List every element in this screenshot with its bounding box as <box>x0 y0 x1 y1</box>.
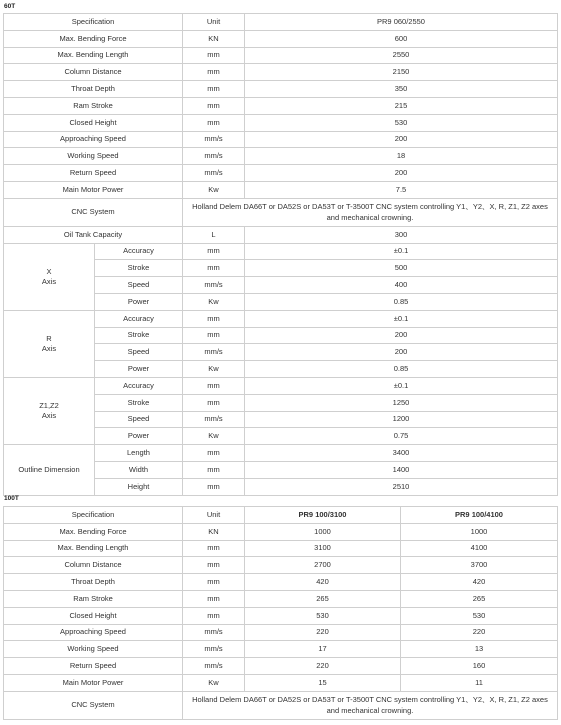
spec-label: Approaching Speed <box>4 131 183 148</box>
spec-unit: Kw <box>183 674 245 691</box>
header-spec: Specification <box>4 507 183 524</box>
spec-table-60t <box>3 13 558 496</box>
x-axis-label-line1: X <box>46 266 52 276</box>
header-model: PR9 060/2550 <box>245 14 558 31</box>
x-axis-label-line2: Axis <box>41 276 57 286</box>
spec-value-a: 220 <box>245 658 401 675</box>
header-spec: Specification <box>4 14 183 31</box>
param-unit: Kw <box>183 293 245 310</box>
param-unit: mm/s <box>183 277 245 294</box>
table-row <box>4 624 558 641</box>
param-name: Stroke <box>95 260 183 277</box>
spec-value-b: 530 <box>401 607 558 624</box>
spec-label: Max. Bending Force <box>4 523 183 540</box>
table-row <box>4 590 558 607</box>
param-unit: mm <box>183 377 245 394</box>
spec-label: Ram Stroke <box>4 590 183 607</box>
r-axis-label-line2: Axis <box>41 343 57 353</box>
param-unit: mm <box>183 310 245 327</box>
param-name: Accuracy <box>95 377 183 394</box>
param-name: Length <box>95 445 183 462</box>
section-title-100t: 100T <box>4 495 19 502</box>
spec-value-b: 11 <box>401 674 558 691</box>
table-row <box>4 540 558 557</box>
spec-unit: Kw <box>183 181 245 198</box>
param-name: Power <box>95 293 183 310</box>
param-value: ±0.1 <box>245 310 558 327</box>
table-row <box>4 226 558 243</box>
spec-value: 200 <box>245 131 558 148</box>
param-value: 500 <box>245 260 558 277</box>
spec-label: Max. Bending Force <box>4 30 183 47</box>
table-row <box>4 30 558 47</box>
spec-unit: mm <box>183 607 245 624</box>
spec-unit: KN <box>183 523 245 540</box>
spec-label: CNC System <box>4 691 183 719</box>
table-row <box>4 674 558 691</box>
table-row <box>4 198 558 226</box>
spec-unit: mm <box>183 557 245 574</box>
spec-value-a: 530 <box>245 607 401 624</box>
spec-label: Working Speed <box>4 148 183 165</box>
param-unit: mm/s <box>183 344 245 361</box>
spec-label: Max. Bending Length <box>4 47 183 64</box>
table-row <box>4 607 558 624</box>
param-value: 1400 <box>245 461 558 478</box>
spec-label: Main Motor Power <box>4 181 183 198</box>
spec-unit: mm <box>183 97 245 114</box>
cnc-system-value: Holland Delem DA66T or DA52S or DA53T or T-3500T CNC system controlling Y1、Y2、X, R, Z1, Z2 axes and mechanical crowning. <box>183 198 558 226</box>
spec-label: Main Motor Power <box>4 674 183 691</box>
spec-unit: mm/s <box>183 658 245 675</box>
spec-value-b: 265 <box>401 590 558 607</box>
spec-unit: mm <box>183 81 245 98</box>
spec-value-b: 1000 <box>401 523 558 540</box>
spec-label: Closed Height <box>4 607 183 624</box>
param-name: Stroke <box>95 327 183 344</box>
spec-table-100t <box>3 506 558 720</box>
spec-value: 215 <box>245 97 558 114</box>
param-value: 200 <box>245 344 558 361</box>
spec-value: 2550 <box>245 47 558 64</box>
param-value: 0.85 <box>245 293 558 310</box>
table-row <box>4 507 558 524</box>
param-value: 2510 <box>245 478 558 495</box>
spec-unit: mm/s <box>183 641 245 658</box>
spec-label: Closed Height <box>4 114 183 131</box>
spec-label: Ram Stroke <box>4 97 183 114</box>
spec-unit: mm/s <box>183 624 245 641</box>
param-unit: mm/s <box>183 411 245 428</box>
spec-unit: mm/s <box>183 131 245 148</box>
spec-label: Working Speed <box>4 641 183 658</box>
spec-unit: mm/s <box>183 165 245 182</box>
param-value: 0.85 <box>245 361 558 378</box>
table-row <box>4 523 558 540</box>
spec-value: 530 <box>245 114 558 131</box>
spec-label: Oil Tank Capacity <box>4 226 183 243</box>
param-unit: Kw <box>183 361 245 378</box>
spec-label: Return Speed <box>4 658 183 675</box>
spec-unit: mm <box>183 114 245 131</box>
param-name: Stroke <box>95 394 183 411</box>
x-axis-label <box>4 243 95 310</box>
spec-label: Approaching Speed <box>4 624 183 641</box>
param-name: Speed <box>95 344 183 361</box>
spec-value: 350 <box>245 81 558 98</box>
spec-unit: mm <box>183 64 245 81</box>
spec-value: 18 <box>245 148 558 165</box>
spec-unit: mm <box>183 540 245 557</box>
table-row <box>4 47 558 64</box>
spec-value-a: 3100 <box>245 540 401 557</box>
param-unit: mm <box>183 445 245 462</box>
table-row <box>4 81 558 98</box>
table-row <box>4 165 558 182</box>
param-value: 1250 <box>245 394 558 411</box>
table-row <box>4 131 558 148</box>
spec-unit: mm <box>183 47 245 64</box>
param-unit: mm <box>183 394 245 411</box>
param-name: Speed <box>95 411 183 428</box>
spec-label: Return Speed <box>4 165 183 182</box>
spec-value: 7.5 <box>245 181 558 198</box>
table-row <box>4 377 558 394</box>
spec-value-a: 220 <box>245 624 401 641</box>
table-row <box>4 14 558 31</box>
param-name: Height <box>95 478 183 495</box>
spec-value-a: 420 <box>245 574 401 591</box>
z-axis-label-line1: Z1,Z2 <box>39 401 59 411</box>
spec-unit: mm <box>183 590 245 607</box>
table-row <box>4 64 558 81</box>
header-unit: Unit <box>183 14 245 31</box>
param-name: Speed <box>95 277 183 294</box>
outline-dimension-label: Outline Dimension <box>4 445 95 495</box>
param-value: ±0.1 <box>245 243 558 260</box>
param-unit: mm <box>183 260 245 277</box>
table-row <box>4 557 558 574</box>
spec-value: 200 <box>245 165 558 182</box>
spec-unit: mm <box>183 574 245 591</box>
table-row <box>4 691 558 719</box>
spec-unit: L <box>183 226 245 243</box>
spec-value-b: 160 <box>401 658 558 675</box>
table-row <box>4 243 558 260</box>
spec-label: Column Distance <box>4 557 183 574</box>
spec-label: Throat Depth <box>4 574 183 591</box>
table-row <box>4 310 558 327</box>
table-row <box>4 445 558 462</box>
param-value: 400 <box>245 277 558 294</box>
spec-label: CNC System <box>4 198 183 226</box>
param-value: 200 <box>245 327 558 344</box>
table-row <box>4 97 558 114</box>
param-name: Power <box>95 428 183 445</box>
spec-value-b: 13 <box>401 641 558 658</box>
spec-value-b: 420 <box>401 574 558 591</box>
spec-label: Throat Depth <box>4 81 183 98</box>
param-name: Width <box>95 461 183 478</box>
param-value: 1200 <box>245 411 558 428</box>
param-unit: mm <box>183 327 245 344</box>
section-title-60t: 60T <box>4 3 16 10</box>
spec-value-a: 265 <box>245 590 401 607</box>
table-row <box>4 114 558 131</box>
spec-value: 2150 <box>245 64 558 81</box>
param-unit: mm <box>183 461 245 478</box>
spec-unit: mm/s <box>183 148 245 165</box>
header-model-a: PR9 100/3100 <box>245 507 401 524</box>
spec-value-b: 4100 <box>401 540 558 557</box>
spec-value-a: 2700 <box>245 557 401 574</box>
spec-value-a: 1000 <box>245 523 401 540</box>
param-name: Power <box>95 361 183 378</box>
spec-label: Column Distance <box>4 64 183 81</box>
header-unit: Unit <box>183 507 245 524</box>
param-unit: Kw <box>183 428 245 445</box>
param-value: ±0.1 <box>245 377 558 394</box>
spec-value-a: 17 <box>245 641 401 658</box>
spec-unit: KN <box>183 30 245 47</box>
param-unit: mm <box>183 243 245 260</box>
z-axis-label <box>4 377 95 444</box>
z-axis-label-line2: Axis <box>41 411 57 421</box>
table-row <box>4 181 558 198</box>
param-name: Accuracy <box>95 310 183 327</box>
param-value: 0.75 <box>245 428 558 445</box>
table-row <box>4 574 558 591</box>
r-axis-label-line1: R <box>46 333 52 343</box>
header-model-b: PR9 100/4100 <box>401 507 558 524</box>
spec-value-a: 15 <box>245 674 401 691</box>
spec-value-b: 220 <box>401 624 558 641</box>
param-value: 3400 <box>245 445 558 462</box>
cnc-system-value: Holland Delem DA66T or DA52S or DA53T or T-3500T CNC system controlling Y1、Y2、X, R, Z1, Z2 axes and mechanical crowning. <box>183 691 558 719</box>
spec-value: 600 <box>245 30 558 47</box>
spec-label: Max. Bending Length <box>4 540 183 557</box>
param-unit: mm <box>183 478 245 495</box>
param-name: Accuracy <box>95 243 183 260</box>
spec-value-b: 3700 <box>401 557 558 574</box>
table-row <box>4 148 558 165</box>
table-row <box>4 658 558 675</box>
table-row <box>4 641 558 658</box>
r-axis-label <box>4 310 95 377</box>
spec-value: 300 <box>245 226 558 243</box>
